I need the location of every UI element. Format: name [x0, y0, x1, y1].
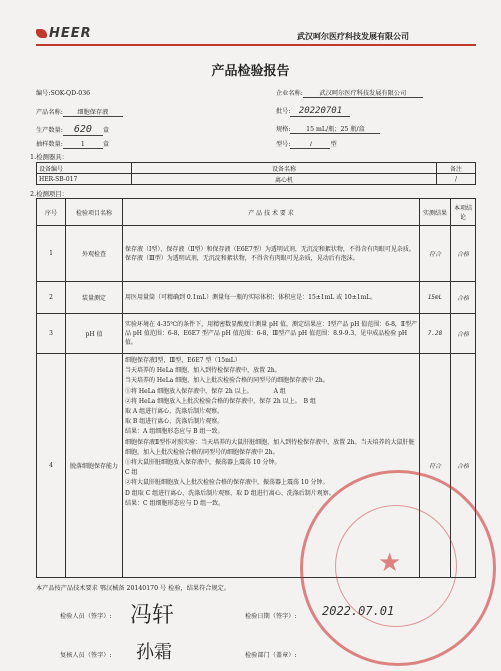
test-no: 2	[37, 282, 66, 314]
product-label: 产品名称:	[36, 109, 63, 116]
date-field	[245, 611, 297, 620]
enterprise-label: 企业名称:	[276, 90, 303, 97]
product-field	[36, 107, 123, 117]
tests-section-label: 2.检测项目：	[30, 190, 69, 198]
equip-header-name: 设备名称	[132, 163, 437, 174]
table-row	[37, 282, 476, 314]
req-line: 取 A 组进行离心、洗涤后制片观察。	[125, 408, 224, 416]
test-header-req: 产 品 技 术 要 求	[123, 199, 420, 226]
test-name: pH 值	[66, 314, 123, 354]
req-line: 取 B 组进行离心、洗涤后制片观察。	[125, 418, 224, 426]
equip-remark: /	[437, 174, 476, 185]
code-label: 编号:	[36, 90, 51, 97]
produced-unit: 盒	[102, 127, 110, 134]
enterprise-value: 武汉呵尔医疗科技发展有限公司	[303, 88, 423, 98]
test-requirement: 保存液（Ⅰ型）、保存液（Ⅱ型）和保存液（E6E7型）为透明试剂，无沉淀和絮状物，不得含有肉眼可见杂质。保存液（Ⅲ型）为透明试剂，无沉淀和絮状物，不得含有肉眼可见杂质，晃动后有泡沫。	[123, 226, 420, 282]
produced-label: 生产数量:	[36, 127, 63, 134]
req-line: 细胞保存液Ⅱ型作对照实验：当天培养的大鼠肝脏细胞，加入到待检保存液中，放置 2h。当天培养的大鼠肝脏细胞，加入上批次检验合格的同型号的细胞保存液中 2h。	[125, 438, 415, 456]
test-no: 1	[37, 226, 66, 282]
batch-value: 20220701	[290, 106, 350, 117]
equip-header-remark: 备注	[437, 163, 476, 174]
header-company-name: 武汉呵尔医疗科技发展有限公司	[297, 31, 409, 41]
test-result: 15mL	[420, 282, 451, 314]
date-value: 2022.07.01	[322, 604, 395, 618]
produced-value: 620	[63, 124, 103, 136]
inspector-label: 检验人员（签字）:	[60, 613, 112, 620]
model-unit: 型	[330, 141, 337, 148]
model-field	[276, 139, 337, 149]
sample-field	[36, 139, 109, 149]
test-conclusion: 合格	[451, 282, 476, 314]
sample-unit: 盒	[102, 141, 110, 148]
sample-value: 1	[63, 141, 103, 149]
date-label: 检验日期（签字）:	[245, 613, 297, 620]
test-name: 装量测定	[66, 282, 123, 314]
req-line: ①将大鼠肝脏细胞放入保存液中，振荡器上震荡 10 分钟。	[125, 459, 281, 467]
logo-text: HEER	[49, 26, 92, 41]
req-line: ①将 HeLa 细胞放入保存液中，保存 2h 以上。 A 组	[125, 387, 286, 395]
test-result: 7.28	[420, 314, 451, 354]
spec-field	[276, 124, 380, 134]
sample-label: 抽样数量:	[36, 141, 63, 148]
req-line: 结果：A 组细胞形态应与 B 组一致。	[125, 428, 224, 436]
req-line: ②将大鼠肝脏细胞放入上批次检验合格的保存液中，振荡器上震荡 10 分钟。	[125, 479, 329, 487]
test-name: 外观检查	[66, 226, 123, 282]
equip-code: HER-SB-017	[37, 174, 132, 185]
equip-name: 离心机	[132, 174, 437, 185]
seal-star-icon: ★	[378, 548, 402, 578]
company-logo	[36, 26, 92, 41]
model-label: 型号:	[276, 141, 291, 148]
header-divider	[36, 44, 476, 46]
equip-header-code: 设备编号	[37, 163, 132, 174]
dept-field	[245, 650, 297, 659]
test-result: 符合	[420, 226, 451, 282]
dept-label: 检验部门（盖章）:	[245, 652, 297, 659]
produced-field	[36, 124, 109, 136]
req-line: 当天培养的 HeLa 细胞，加入上批次检验合格的同型号的细胞保存液中 2h。	[125, 377, 329, 385]
test-no: 3	[37, 314, 66, 354]
report-title: 产品检验报告	[211, 64, 290, 79]
spec-value: 15 mL/瓶；25 瓶/盒	[290, 124, 380, 134]
test-result: 符合	[420, 354, 451, 578]
req-line: 结果：C 组细胞形态应与 D 组一致。	[125, 499, 225, 507]
test-name: 脱落细胞保存能力	[66, 354, 123, 578]
batch-label: 批号:	[276, 108, 291, 115]
enterprise-field	[276, 88, 423, 98]
test-conclusion: 合格	[451, 314, 476, 354]
code-value: SOK-QD-036	[50, 90, 91, 97]
logo-mark-icon	[36, 29, 47, 38]
inspector-field	[60, 611, 112, 620]
equipment-section-label: 1.检测器具：	[30, 153, 69, 161]
inspector-signature: 冯轩	[130, 603, 175, 628]
reviewer-label: 复核人员（签字）:	[60, 652, 112, 659]
code-field	[36, 88, 90, 97]
test-conclusion: 合格	[451, 226, 476, 282]
req-line: C 组	[125, 469, 138, 477]
equipment-table	[36, 162, 476, 185]
req-line: ②将 HeLa 细胞放入上批次检验合格的保存液中，保存 2h 以上。 B 组	[125, 397, 316, 405]
test-conclusion: 合格	[451, 354, 476, 578]
test-header-name: 检验项目名称	[66, 199, 123, 226]
product-value: 细胞保存液	[63, 107, 123, 117]
model-value: Ⅰ	[290, 141, 330, 149]
req-line: D 组取 C 组进行离心、洗涤后制片观察，取 D 组进行离心、洗涤后制片观察。	[125, 489, 335, 497]
test-header-no: 序号	[37, 199, 66, 226]
reviewer-signature: 孙霜	[136, 642, 172, 663]
req-line: 当天培养的 HeLa 细胞，加入到待检保存液中，放置 2h。	[125, 367, 281, 375]
table-row	[37, 314, 476, 354]
test-header-result: 实测结果	[420, 199, 451, 226]
test-requirement: 用医用量筒（可精确到 0.1mL）测量每一瓶的实际体积；体积应是：15±1mL 或 10±1mL。	[123, 282, 420, 314]
reviewer-field	[60, 650, 112, 659]
batch-field	[276, 106, 350, 117]
table-row	[37, 226, 476, 282]
spec-label: 规格:	[276, 126, 291, 133]
test-requirement: 实验环境在 4-35℃的条件下，用精密数显酸度计测量 pH 值，测定结果应：Ⅰ型产品 pH 值范围：6-8，Ⅱ型产品 pH 值范围：6-8，E6E7 型产品 pH 值范围：6-8，Ⅲ型产品 pH 值范围：8.9-9.3，见申成品检验 pH 值。	[123, 314, 420, 354]
basis-text: 本产品按产品技术要求 鄂汉械备 20140170 号 检验，结果符合规定。	[36, 585, 231, 592]
req-line: 细胞保存液Ⅰ型，Ⅲ型，E6E7 型（15mL）	[125, 357, 241, 364]
test-header-conclusion: 本项结论	[451, 199, 476, 226]
test-no: 4	[37, 354, 66, 578]
